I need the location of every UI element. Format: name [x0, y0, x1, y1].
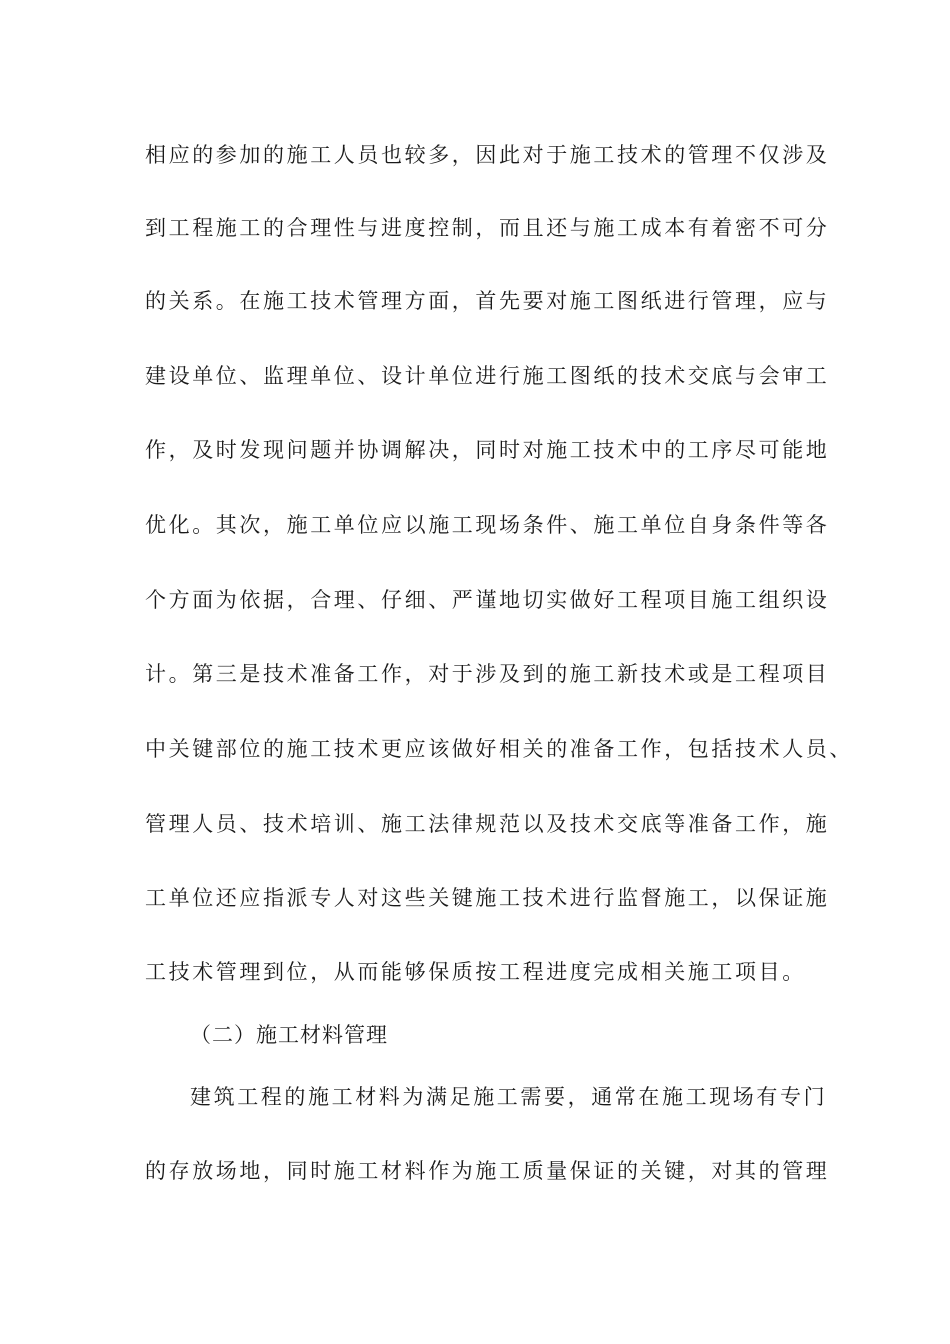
paragraph-line: 管理人员、技术培训、施工法律规范以及技术交底等准备工作，施 — [145, 812, 830, 836]
paragraph-line: 工技术管理到位，从而能够保质按工程进度完成相关施工项目。 — [145, 960, 806, 984]
paragraph-line: 作，及时发现问题并协调解决，同时对施工技术中的工序尽可能地 — [145, 438, 830, 462]
paragraph-line: 中关键部位的施工技术更应该做好相关的准备工作，包括技术人员、 — [145, 737, 853, 761]
paragraph-line: 建设单位、监理单位、设计单位进行施工图纸的技术交底与会审工 — [145, 364, 830, 388]
paragraph-line: 工单位还应指派专人对这些关键施工技术进行监督施工，以保证施 — [145, 886, 830, 910]
paragraph-line: 的关系。在施工技术管理方面，首先要对施工图纸进行管理，应与 — [145, 289, 830, 313]
section-heading: （二）施工材料管理 — [190, 1023, 388, 1047]
paragraph-line: 的存放场地，同时施工材料作为施工质量保证的关键，对其的管理 — [145, 1159, 830, 1183]
paragraph-line: 相应的参加的施工人员也较多，因此对于施工技术的管理不仅涉及 — [145, 143, 830, 167]
paragraph-line: 到工程施工的合理性与进度控制，而且还与施工成本有着密不可分 — [145, 216, 830, 240]
paragraph-line: 建筑工程的施工材料为满足施工需要，通常在施工现场有专门 — [190, 1085, 828, 1109]
paragraph-line: 优化。其次，施工单位应以施工现场条件、施工单位自身条件等各 — [145, 513, 830, 537]
paragraph-line: 个方面为依据，合理、仔细、严谨地切实做好工程项目施工组织设 — [145, 588, 830, 612]
paragraph-line: 计。第三是技术准备工作，对于涉及到的施工新技术或是工程项目 — [145, 662, 830, 686]
